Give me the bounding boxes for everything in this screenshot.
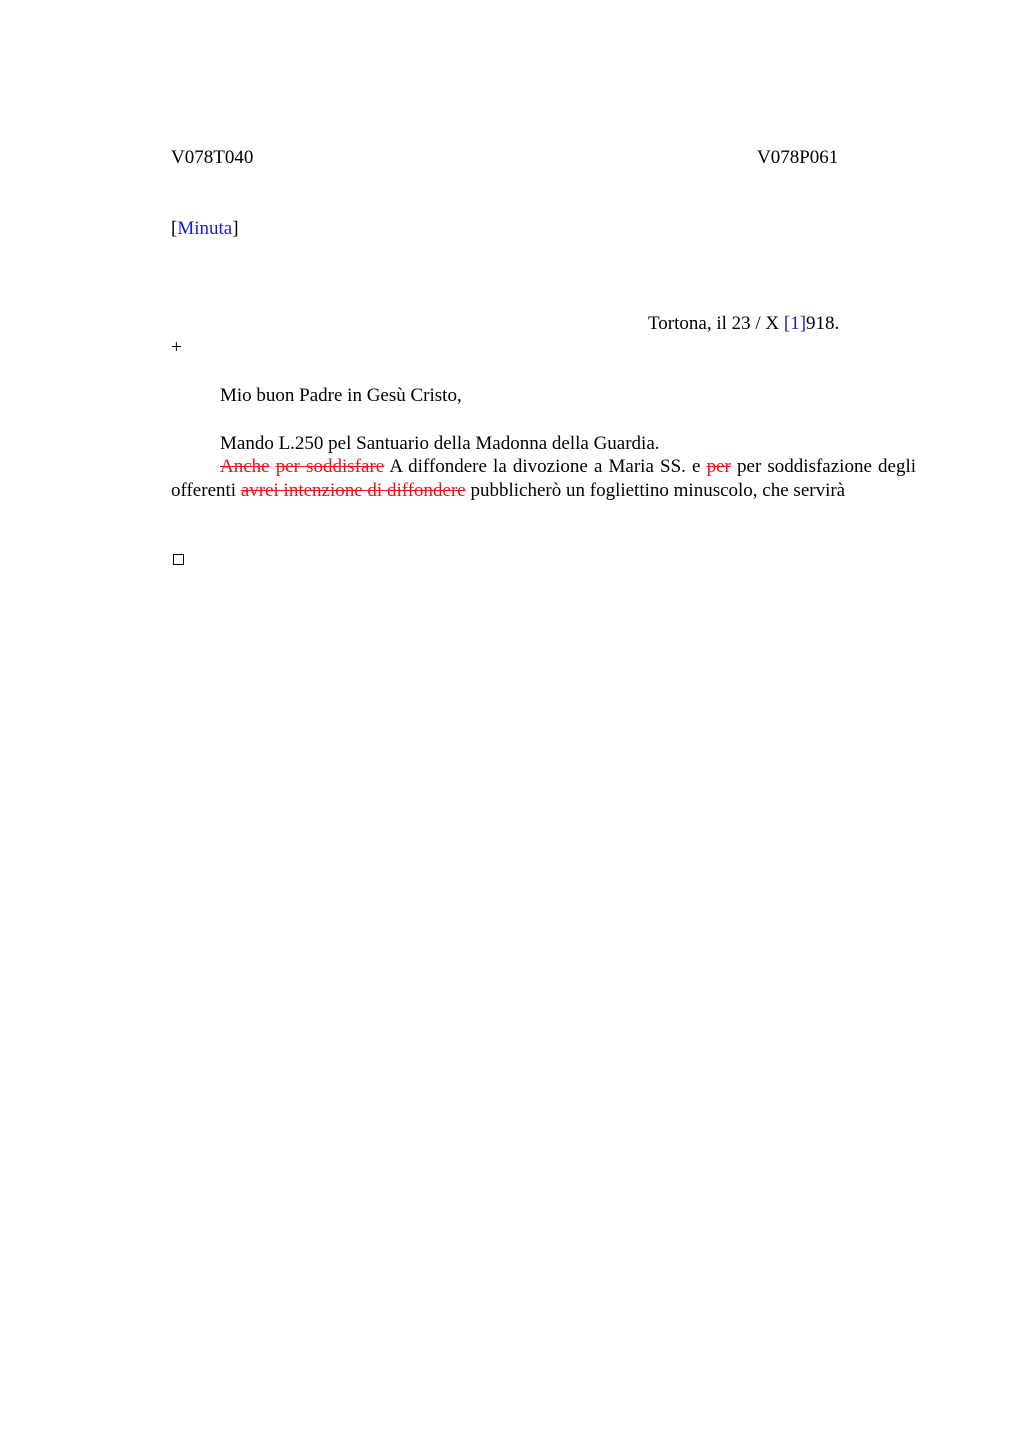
dateline-prefix: Tortona, il 23 / X: [648, 313, 784, 334]
note-label: Minuta: [177, 218, 233, 239]
note-close-bracket: ]: [232, 218, 239, 239]
end-box-marker: [173, 554, 184, 565]
paragraph-text-2: per soddisfazione degli offerenti: [171, 456, 917, 501]
deleted-text-4: avrei intenzione di diffondere: [240, 480, 466, 501]
dateline-suffix: 918.: [806, 313, 840, 334]
paragraph-text-3: pubblicherò un fogliettino minuscolo, che servirà: [470, 480, 846, 501]
deleted-text-1: Anche: [220, 456, 270, 477]
deleted-text-3: per: [706, 456, 731, 477]
dateline-bracket-digit: 1: [790, 313, 800, 334]
paragraph-text-1: A diffondere la divozione a Maria SS. e: [389, 456, 701, 477]
deleted-text-2: per soddisfare: [275, 456, 385, 477]
dateline-bracket-close: ]: [799, 313, 807, 334]
body-line-1: Mando L.250 pel Santuario della Madonna della Guardia.: [220, 433, 660, 454]
note-open-bracket: [: [171, 218, 178, 239]
cross-mark: +: [171, 337, 182, 358]
document-code-right: V078P061: [757, 147, 839, 168]
dateline-bracket-open: [: [783, 313, 791, 334]
body-paragraph: [171, 455, 916, 503]
dateline: [648, 312, 839, 336]
document-code-left: V078T040: [171, 147, 254, 168]
minuta-note: [171, 217, 239, 241]
salutation: Mio buon Padre in Gesù Cristo,: [220, 385, 462, 406]
